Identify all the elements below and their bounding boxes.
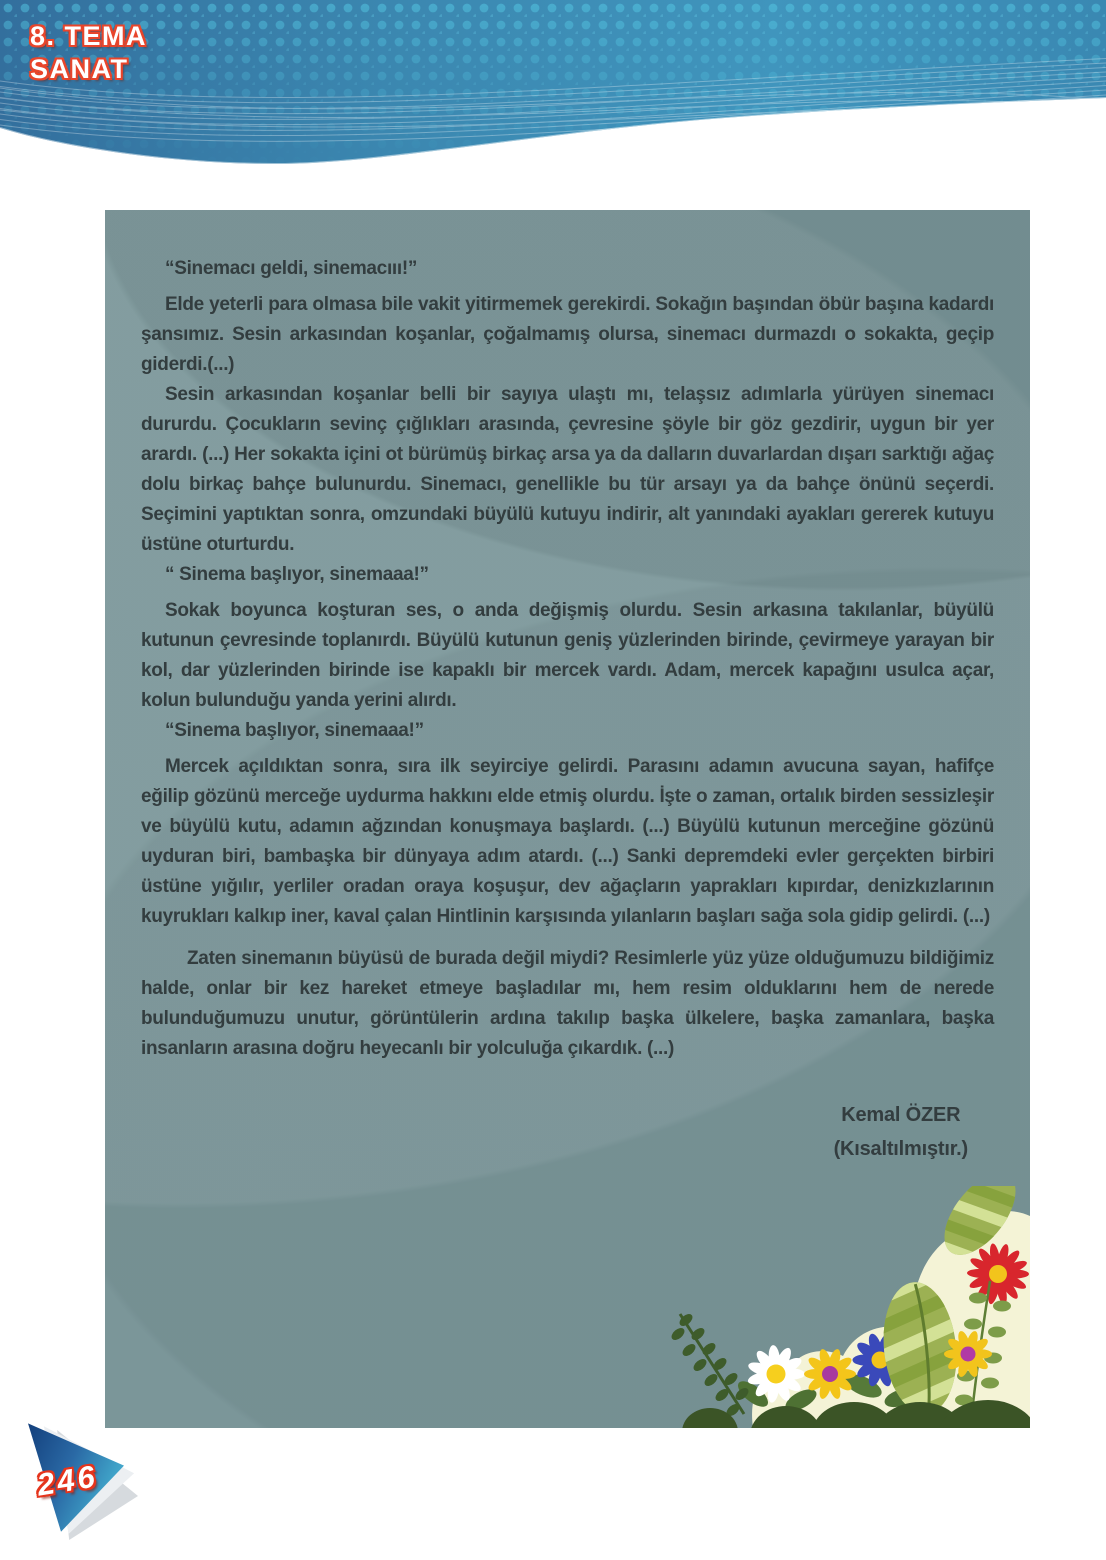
story-paragraph: Zaten sinemanın büyüsü de burada değil miydi? Resimlerle yüz yüze olduğumuzu bildiğimiz halde, onlar bir kez hareket etmeye başladılar mı, hem resim olduklarını hem de nerede bulunduğumuzu unutur, görüntülerin ardına takılıp başka ülkelere, başka zamanlara, başka insanların arasına doğru heyecanlı bir yolculuğa çıkardık. (...) [141,948,994,1059]
story-paragraph: “ Sinema başlıyor, sinemaaa!” [165,564,429,585]
story-paragraphs [141,254,994,1064]
foliage-decoration [658,1186,1030,1428]
story-paragraph: “Sinema başlıyor, sinemaaa!” [165,720,424,741]
fern-branch-icon [670,1312,750,1417]
author-name: Kemal ÖZER [841,1104,961,1126]
story-paragraph: Elde yeterli para olmasa bile vakit yitirmemek gerekirdi. Sokağın başından öbür başına kadardı şansımız. Sesin arkasından koşanlar, çoğalmamış olursa, sinemacı durmazdı o sokakta, geçip giderdi.(...) [141,294,994,375]
attribution [141,1098,994,1166]
abridged-note: (Kısaltılmıştır.) [833,1138,968,1160]
theme-subject: SANAT [30,54,129,84]
theme-title [30,20,147,86]
theme-number: 8. TEMA [30,21,148,51]
story-paragraph: Mercek açıldıktan sonra, sıra ilk seyirciye gelirdi. Parasını adamın avucuna sayan, hafifçe eğilip gözünü merceğe uydurma hakkını elde etmiş olurdu. İşte o zaman, ortalık birden sessizleşir ve büyülü kutu, adamın ağzından konuşmaya başlardı. (...) Büyülü kutunun merceğine gözünü uyduran biri, bambaşka bir dünyaya adım atardı. (...) Sanki depremdeki evler gerçekten birbiri üstüne yığılır, yerliler oradan oraya koşuşur, dev ağaçların yaprakları kıpırdar, denizkızlarının kuyrukları kalkıp iner, kaval çalan Hintlinin karşısında yılanların başları sağa sola gidip gelirdi. (...) [141,756,994,927]
page-number: 246 [34,1458,101,1503]
story-text [141,254,994,1166]
story-paragraph: Sokak boyunca koşturan ses, o anda değişmiş olurdu. Sesin arkasına takılanlar, büyülü kutunun çevresinde toplanırdı. Büyülü kutunun geniş yüzlerinden birinde, çevirmeye yarayan bir kol, dar yüzlerinden birinde ise kapaklı bir mercek vardı. Adam, mercek kapağını usulca açar, kolun bulunduğu yanda yerini alırdı. [141,600,994,711]
story-paragraph: Sesin arkasından koşanlar belli bir sayıya ulaştı mı, telaşsız adımlarla yürüyen sinemacı dururdu. Çocukların sevinç çığlıkları arasında, çevresine şöyle bir göz gezdirir, uygun bir yer arardı. (...) Her sokakta içini ot bürümüş birkaç arsa ya da dalların duvarlardan dışarı sarktığı ağaç dolu birkaç bahçe bulunurdu. Sinemacı, genellikle bu tür arsayı ya da bahçe önünü seçerdi. Seçimini yaptıktan sonra, omzundaki büyülü kutuyu indirir, alt yanındaki ayakları gererek kutuyu üstüne oturturdu. [141,384,994,555]
story-paragraph: “Sinemacı geldi, sinemacııı!” [165,258,418,279]
reading-text-panel [105,210,1030,1428]
header-wave [0,0,1106,180]
